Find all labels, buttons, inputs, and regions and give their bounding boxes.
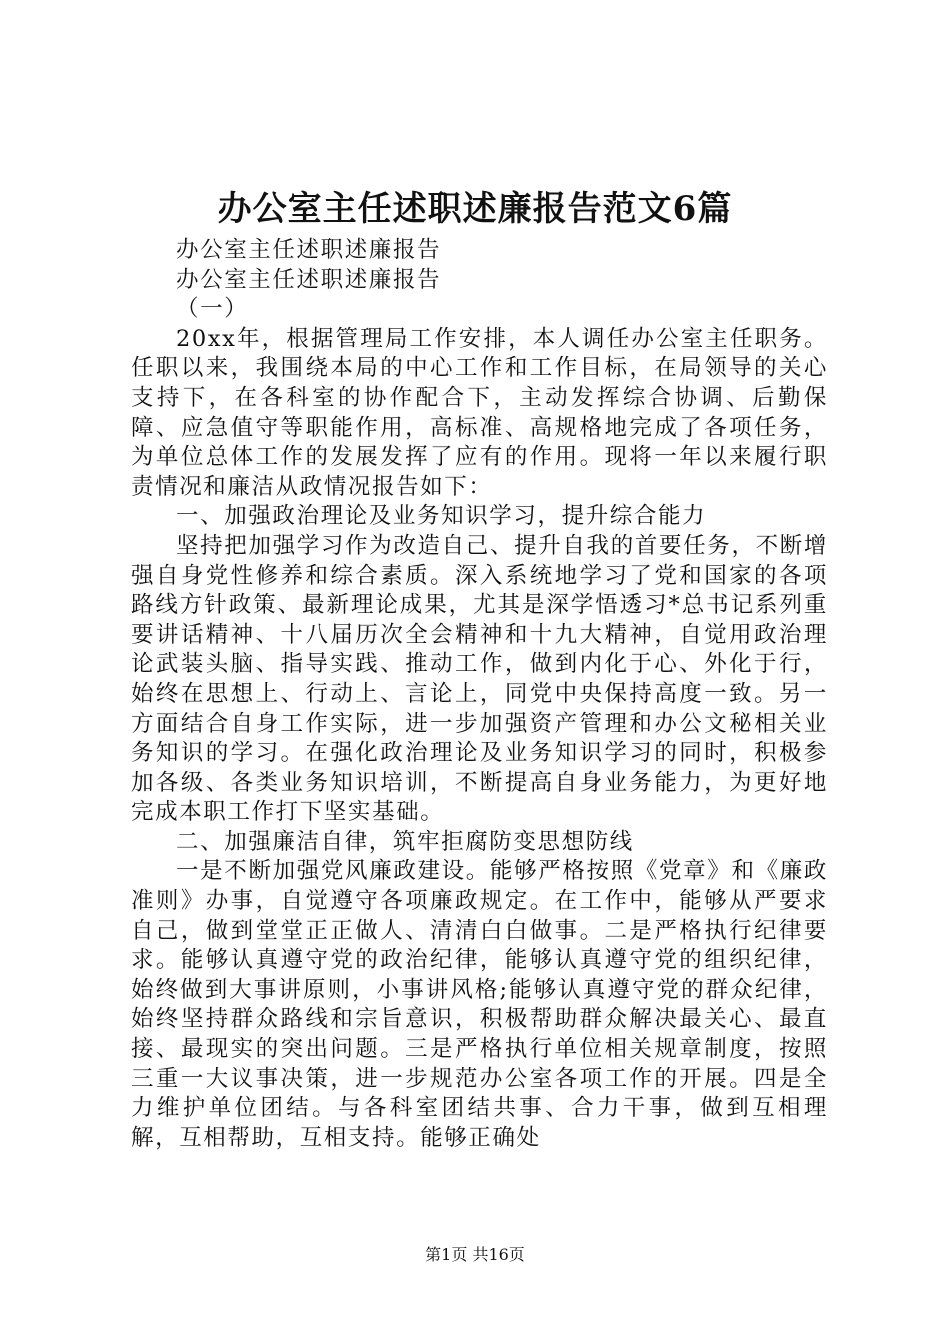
intro-paragraph: 20xx年，根据管理局工作安排，本人调任办公室主任职务。任职以来，我围绕本局的中心工作和工作目标，在局领导的关心支持下，在各科室的协作配合下，主动发挥综合协调、后勤保障、应急值守等职能作用，高标准、高规格地完成了各项任务，为单位总体工作的发展发挥了应有的作用。现将一年以来履行职责情况和廉洁从政情况报告如下： bbox=[131, 325, 828, 500]
document-body bbox=[131, 236, 828, 1153]
section-number: （一） bbox=[176, 296, 249, 323]
document-title: 办公室主任述职述廉报告范文6篇 bbox=[217, 189, 733, 229]
paragraph-study: 坚持把加强学习作为改造自己、提升自我的首要任务，不断增强自身党性修养和综合素质。深入系统地学习了党和国家的各项路线方针政策、最新理论成果，尤其是深学悟透习*总书记系列重要讲话精神、十八届历次全会精神和十九大精神，自觉用政治理论武装头脑、指导实践、推动工作，做到内化于心、外化于行，始终在思想上、行动上、言论上，同党中央保持高度一致。另一方面结合自身工作实际，进一步加强资产管理和办公文秘相关业务知识的学习。在强化政治理论及业务知识学习的同时，积极参加各级、各类业务知识培训，不断提高自身业务能力，为更好地完成本职工作打下坚实基础。 bbox=[131, 532, 828, 826]
subtitle-1: 办公室主任述职述廉报告 bbox=[176, 237, 442, 263]
subtitle-2: 办公室主任述职述廉报告 bbox=[176, 266, 442, 293]
page-number-footer: 第1页 共16页 bbox=[425, 1245, 525, 1264]
heading-1: 一、加强政治理论及业务知识学习，提升综合能力 bbox=[176, 503, 707, 530]
paragraph-integrity: 一是不断加强党风廉政建设。能够严格按照《党章》和《廉政准则》办事，自觉遵守各项廉政规定。在工作中，能够从严要求自己，做到堂堂正正做人、清清白白做事。二是严格执行纪律要求。能够认真遵守党的政治纪律，能够认真遵守党的组织纪律，始终做到大事讲原则，小事讲风格;能够认真遵守党的群众纪律，始终坚持群众路线和宗旨意识，积极帮助群众解决最关心、最直接、最现实的突出问题。三是严格执行单位相关规章制度，按照三重一大议事决策，进一步规范办公室各项工作的开展。四是全力维护单位团结。与各科室团结共事、合力干事，做到互相理解，互相帮助，互相支持。能够正确处 bbox=[131, 858, 828, 1151]
heading-2: 二、加强廉洁自律，筑牢拒腐防变思想防线 bbox=[176, 828, 634, 855]
